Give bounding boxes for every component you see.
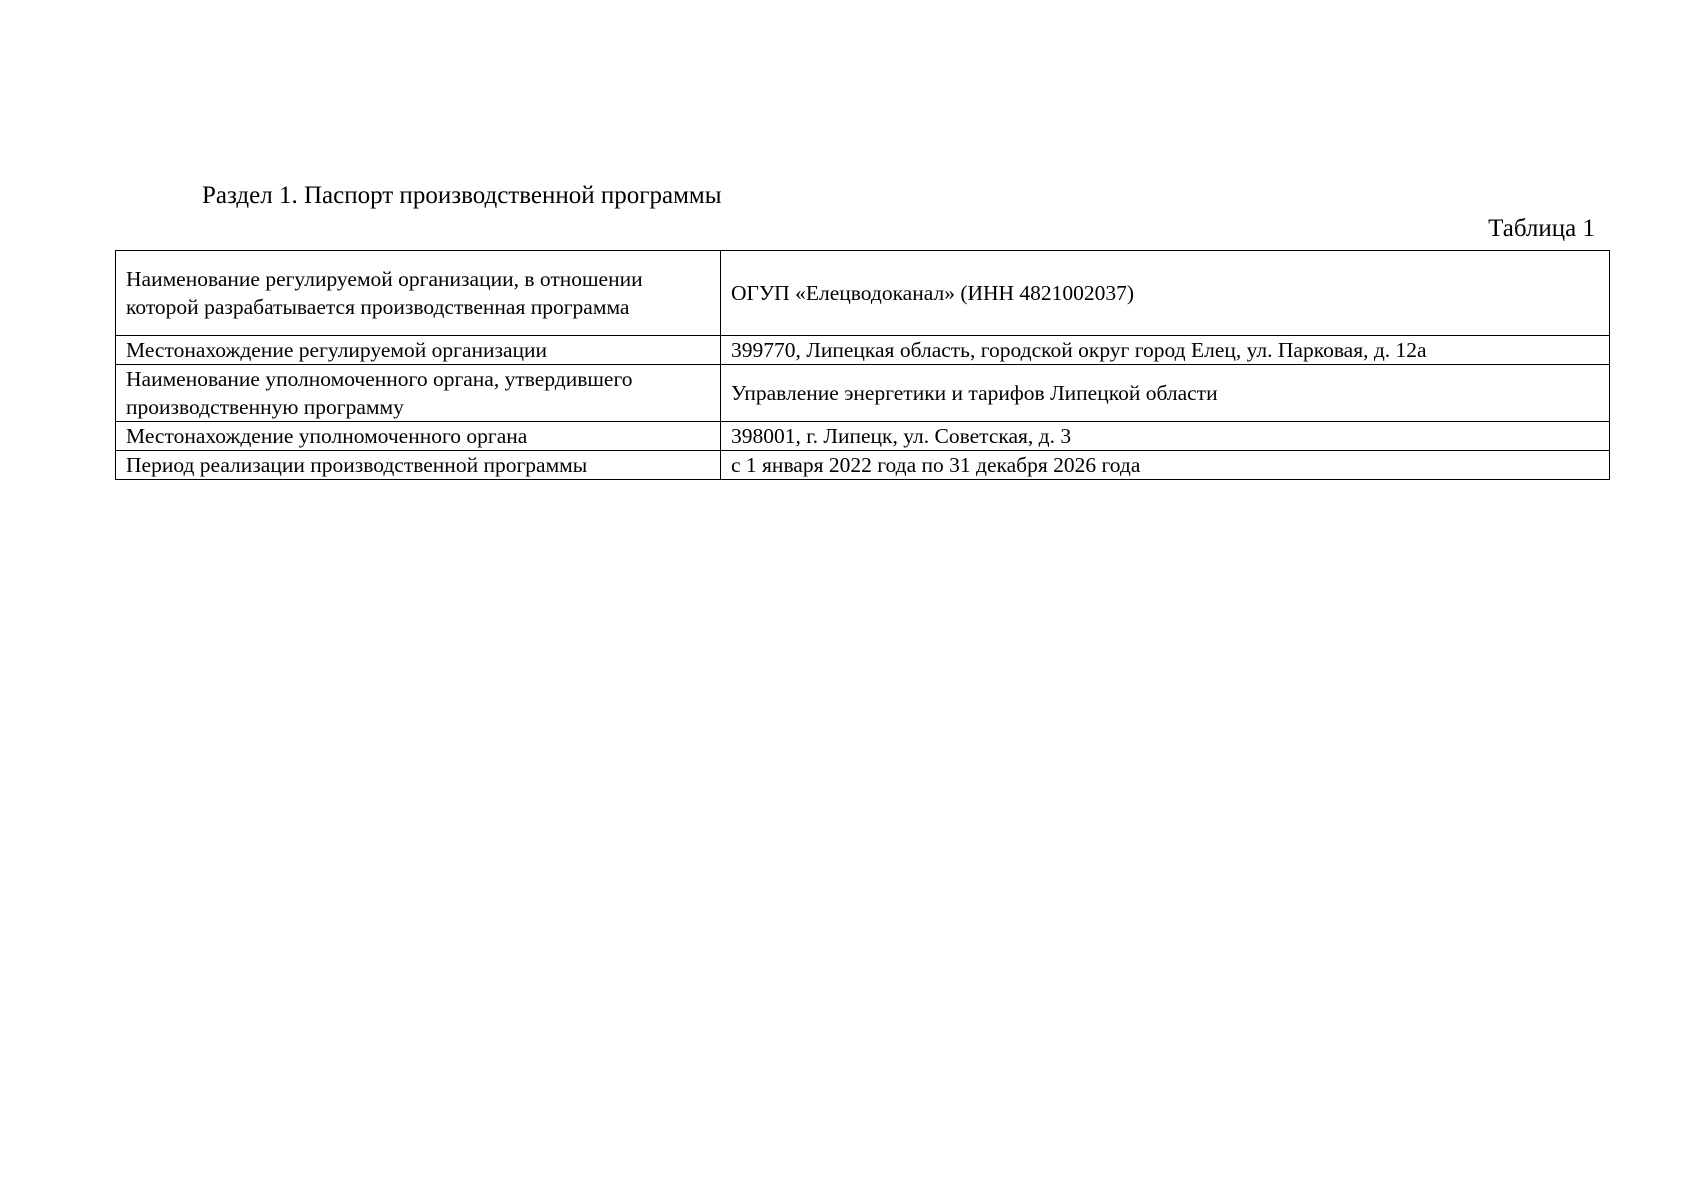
table-cell-value: 398001, г. Липецк, ул. Советская, д. 3 bbox=[721, 422, 1610, 451]
table-cell-label: Местонахождение регулируемой организации bbox=[116, 336, 721, 365]
table-cell-label: Период реализации производственной программы bbox=[116, 451, 721, 480]
table-cell-label: Наименование регулируемой организации, в отношении которой разрабатывается производственная программа bbox=[116, 251, 721, 336]
table-cell-value: ОГУП «Елецводоканал» (ИНН 4821002037) bbox=[721, 251, 1610, 336]
section-title: Раздел 1. Паспорт производственной программы bbox=[202, 182, 722, 209]
table-cell-value: с 1 января 2022 года по 31 декабря 2026 года bbox=[721, 451, 1610, 480]
table-cell-label: Местонахождение уполномоченного органа bbox=[116, 422, 721, 451]
table-row bbox=[116, 451, 1610, 480]
table-cell-label: Наименование уполномоченного органа, утвердившего производственную программу bbox=[116, 365, 721, 422]
table-caption: Таблица 1 bbox=[1488, 215, 1595, 242]
table-row bbox=[116, 336, 1610, 365]
table-cell-value: 399770, Липецкая область, городской округ город Елец, ул. Парковая, д. 12а bbox=[721, 336, 1610, 365]
table-row bbox=[116, 422, 1610, 451]
table-row bbox=[116, 365, 1610, 422]
table-cell-value: Управление энергетики и тарифов Липецкой области bbox=[721, 365, 1610, 422]
passport-table bbox=[115, 250, 1610, 480]
table-row bbox=[116, 251, 1610, 336]
